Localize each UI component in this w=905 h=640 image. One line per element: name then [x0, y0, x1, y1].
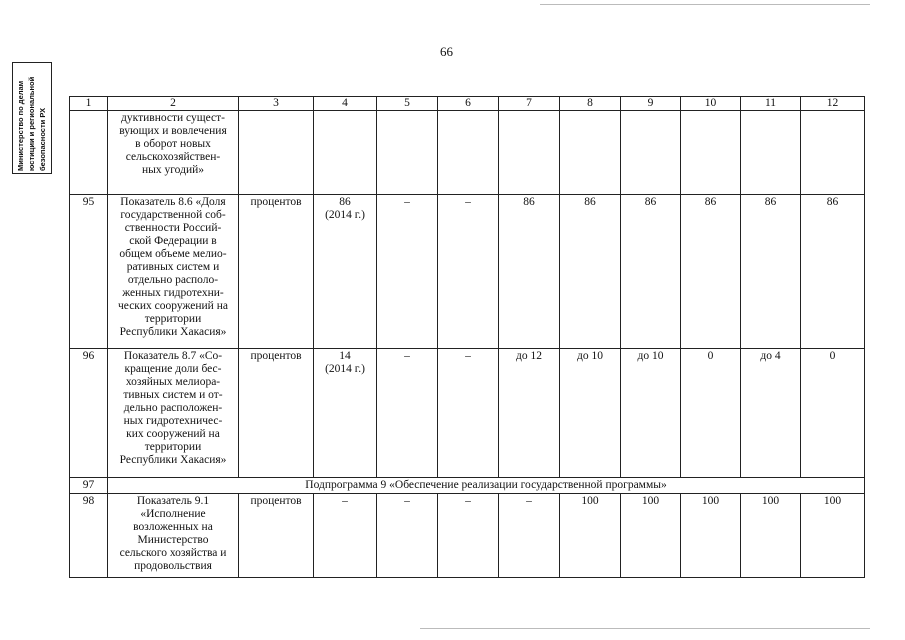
- description-line: дуктивности сущест-: [121, 112, 225, 124]
- description-line: хозяйных мелиора-: [125, 376, 221, 388]
- value-cell: –: [438, 349, 499, 478]
- value-cell: –: [438, 494, 499, 578]
- row-number: 97: [70, 478, 108, 494]
- description-line: общем объеме мелио-: [119, 248, 227, 260]
- registration-stamp: [12, 62, 52, 174]
- scan-artifact: [420, 628, 870, 629]
- table-row: [70, 111, 865, 195]
- value-cell: –: [377, 195, 438, 349]
- scan-artifact: [540, 4, 870, 5]
- value-cell: 86: [741, 195, 801, 349]
- description-line: Министерство: [137, 534, 209, 546]
- column-header: 4: [314, 97, 377, 111]
- value-cell: 100: [560, 494, 621, 578]
- unit-cell: [239, 111, 314, 195]
- description-line: продовольствия: [134, 560, 212, 572]
- description-line: отдельно располо-: [127, 274, 219, 286]
- value-cell: 86: [801, 195, 865, 349]
- base-year: (2014 г.): [325, 363, 365, 375]
- description-line: Показатель 8.7 «Со-: [123, 350, 223, 362]
- subprogram-title: Подпрограмма 9 «Обеспечение реализации государственной программы»: [108, 478, 865, 494]
- table-row: [70, 349, 865, 478]
- base-value: 14: [339, 350, 351, 362]
- column-header: 6: [438, 97, 499, 111]
- description-line: ких сооружений на: [126, 428, 220, 440]
- row-number: [70, 111, 108, 195]
- value-cell: до 12: [499, 349, 560, 478]
- value-cell: –: [377, 349, 438, 478]
- base-year: (2014 г.): [325, 209, 365, 221]
- value-cell: до 10: [560, 349, 621, 478]
- indicator-description: [108, 494, 239, 578]
- column-header: 7: [499, 97, 560, 111]
- row-number: 98: [70, 494, 108, 578]
- description-line: возложенных на: [133, 521, 213, 533]
- value-cell: 86: [681, 195, 741, 349]
- value-cell: 100: [741, 494, 801, 578]
- value-cell: до 10: [621, 349, 681, 478]
- unit-cell: процентов: [239, 349, 314, 478]
- value-cell: 0: [681, 349, 741, 478]
- description-line: Республики Хакасия»: [119, 326, 227, 338]
- description-line: ных гидротехничес-: [123, 415, 223, 427]
- column-header: 10: [681, 97, 741, 111]
- value-cell: –: [499, 494, 560, 578]
- description-line: территории: [144, 313, 202, 325]
- description-line: Республики Хакасия»: [119, 454, 227, 466]
- indicators-table: [69, 96, 865, 578]
- base-value-cell: [314, 494, 377, 578]
- description-line: вующих и вовлечения: [119, 125, 227, 137]
- value-cell: [499, 111, 560, 195]
- description-line: «Исполнение: [140, 508, 206, 520]
- base-value: –: [342, 495, 348, 507]
- description-line: ческих сооружений на: [118, 300, 228, 312]
- description-line: тивных систем и от-: [123, 389, 223, 401]
- description-line: Показатель 8.6 «Доля: [120, 196, 226, 208]
- column-header: 8: [560, 97, 621, 111]
- description-line: ных угодий»: [141, 164, 204, 176]
- value-cell: 86: [560, 195, 621, 349]
- unit-cell: процентов: [239, 195, 314, 349]
- indicator-description: [108, 349, 239, 478]
- value-cell: 100: [681, 494, 741, 578]
- value-cell: [560, 111, 621, 195]
- table-row: [70, 195, 865, 349]
- value-cell: 100: [621, 494, 681, 578]
- row-number: 96: [70, 349, 108, 478]
- description-line: кращение доли бес-: [124, 363, 222, 375]
- description-line: сельского хозяйства и: [119, 547, 227, 559]
- description-line: государственной соб-: [120, 209, 226, 221]
- value-cell: [681, 111, 741, 195]
- value-cell: [621, 111, 681, 195]
- description-line: дельно расположен-: [123, 402, 223, 414]
- table-row: [70, 478, 865, 494]
- indicator-description: [108, 195, 239, 349]
- value-cell: до 4: [741, 349, 801, 478]
- base-value-cell: [314, 111, 377, 195]
- indicator-description: [108, 111, 239, 195]
- base-value: 86: [339, 196, 351, 208]
- column-header: 11: [741, 97, 801, 111]
- description-line: сельскохозяйствен-: [125, 151, 221, 163]
- value-cell: 86: [499, 195, 560, 349]
- value-cell: [438, 111, 499, 195]
- value-cell: [377, 111, 438, 195]
- column-header: 5: [377, 97, 438, 111]
- stamp-line: юстиции и региональной: [27, 76, 36, 171]
- column-header: 9: [621, 97, 681, 111]
- value-cell: 100: [801, 494, 865, 578]
- value-cell: 86: [621, 195, 681, 349]
- description-line: в оборот новых: [135, 138, 211, 150]
- base-value-cell: [314, 195, 377, 349]
- description-line: ственности Россий-: [124, 222, 222, 234]
- description-line: женных гидротехни-: [122, 287, 224, 299]
- description-line: Показатель 9.1: [136, 495, 210, 507]
- description-line: ской Федерации в: [129, 235, 217, 247]
- table-row: [70, 494, 865, 578]
- value-cell: –: [377, 494, 438, 578]
- value-cell: [801, 111, 865, 195]
- column-header: 12: [801, 97, 865, 111]
- value-cell: [741, 111, 801, 195]
- page-number: 66: [440, 44, 453, 59]
- value-cell: 0: [801, 349, 865, 478]
- column-header: 3: [239, 97, 314, 111]
- description-line: ративных систем и: [126, 261, 220, 273]
- row-number: 95: [70, 195, 108, 349]
- table-header-row: [70, 97, 865, 111]
- base-value-cell: [314, 349, 377, 478]
- unit-cell: процентов: [239, 494, 314, 578]
- stamp-line: безопасности РХ: [38, 107, 47, 171]
- stamp-line: Министерство по делам: [16, 80, 25, 171]
- column-header: 2: [108, 97, 239, 111]
- description-line: территории: [144, 441, 202, 453]
- value-cell: –: [438, 195, 499, 349]
- column-header: 1: [70, 97, 108, 111]
